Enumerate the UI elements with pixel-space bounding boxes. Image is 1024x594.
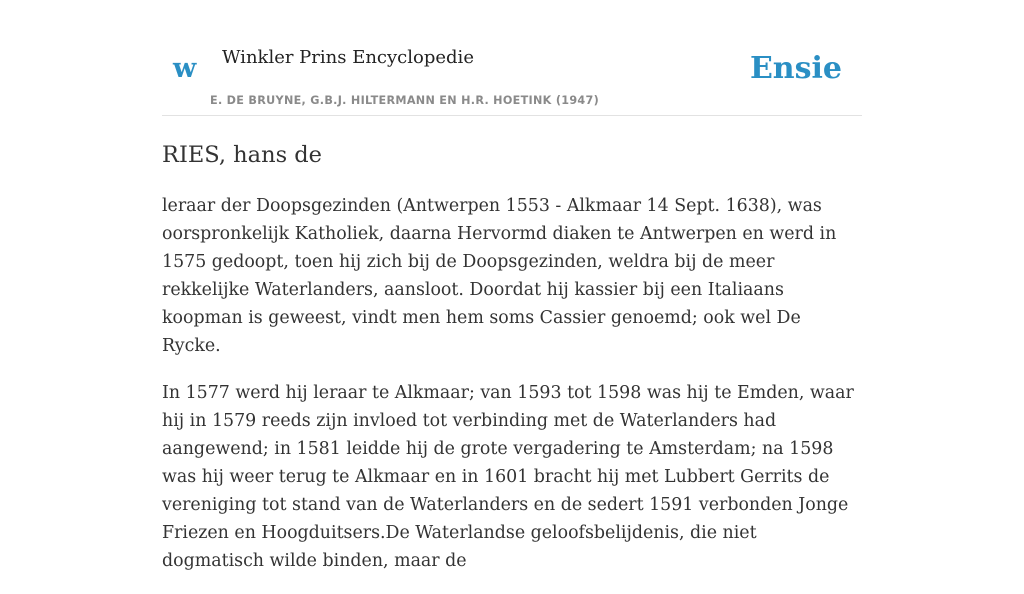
- entry-title: RIES, hans de: [162, 142, 322, 168]
- publication-title[interactable]: Winkler Prins Encyclopedie: [222, 47, 474, 68]
- publication-authors: E. DE BRUYNE, G.B.J. HILTERMANN EN H.R. HOETINK (1947): [210, 94, 599, 107]
- entry-paragraph: In 1577 werd hij leraar te Alkmaar; van 1593 tot 1598 was hij te Emden, waar hij in 1579 reeds zijn invloed tot verbinding met de Waterlanders had aangewend; in 1581 leidde hij de grote vergadering te Amsterdam; na 1598 was hij weer terug te Alkmaar en in 1601 bracht hij met Lubbert Gerrits de vereniging tot stand van de Waterlanders en de sedert 1591 verbonden Jonge Friezen en Hoogduitsers.De Waterlandse geloofsbelijdenis, die niet dogmatisch wilde binden, maar de: [162, 383, 854, 571]
- page-container: [162, 0, 862, 571]
- publication-logo-icon[interactable]: w: [173, 53, 197, 84]
- ensie-logo[interactable]: Ensie: [749, 51, 842, 86]
- entry-body: [162, 192, 862, 594]
- site-header: [162, 0, 862, 116]
- entry-paragraph: leraar der Doopsgezinden (Antwerpen 1553 - Alkmaar 14 Sept. 1638), was oorspronkelijk Katholiek, daarna Hervormd diaken te Antwerpen en werd in 1575 gedoopt, toen hij zich bij de Doopsgezinden, weldra bij de meer rekkelijke Waterlanders, aansloot. Doordat hij kassier bij een Italiaans koopman is geweest, vindt men hem soms Cassier genoemd; ook wel De Rycke.: [162, 196, 837, 356]
